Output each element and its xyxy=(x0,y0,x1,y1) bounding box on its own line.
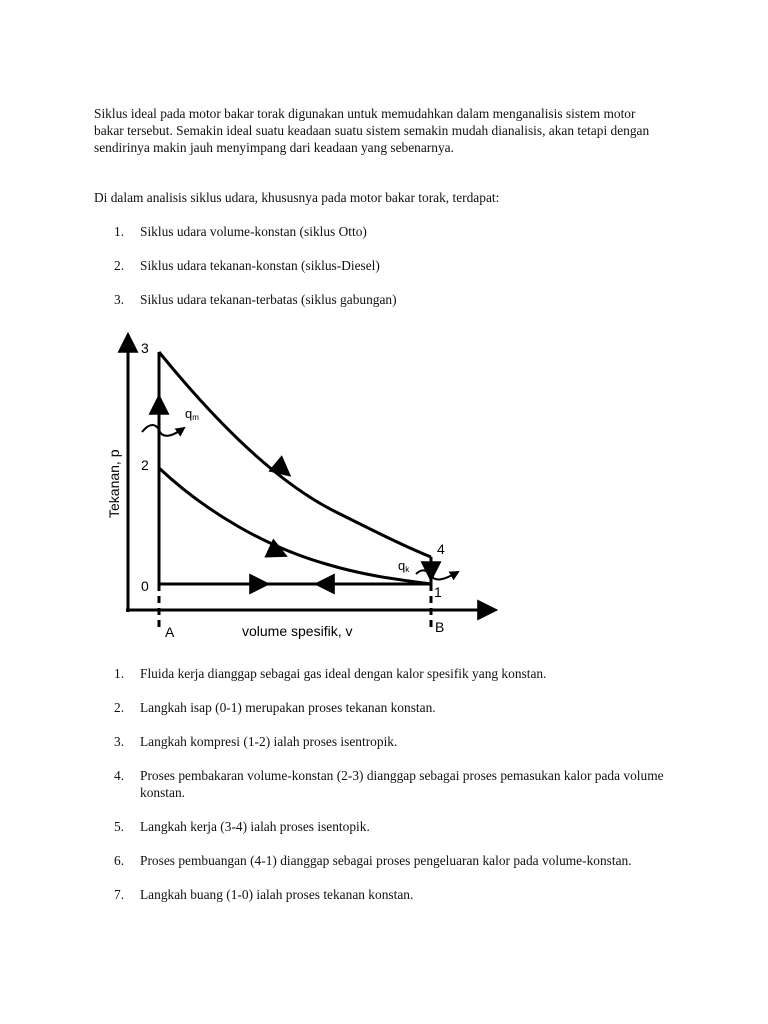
list-text: Fluida kerja dianggap sebagai gas ideal dengan kalor spesifik yang konstan. xyxy=(140,666,547,681)
y-axis-label: Tekanan, p xyxy=(106,449,122,518)
list-number: 1. xyxy=(114,666,125,681)
x-axis-label: volume spesifik, v xyxy=(242,623,353,639)
list-text: Langkah kerja (3-4) ialah proses isentopik. xyxy=(140,819,370,834)
list-item xyxy=(114,699,674,716)
list-text: Siklus udara tekanan-terbatas (siklus gabungan) xyxy=(140,292,397,307)
list-number: 2. xyxy=(114,258,125,273)
cycle-list xyxy=(114,223,674,325)
process-3-4-curve xyxy=(159,352,431,557)
intro-paragraph: Siklus ideal pada motor bakar torak digunakan untuk memudahkan dalam menganalisis sistem motor bakar tersebut. Semakin ideal suatu keadaan suatu sistem semakin mudah dianalisis, akan tetapi dengan sendirinya makin jauh menyimpang dari keadaan yang sebenarnya. xyxy=(94,106,650,155)
heat-in-arrow xyxy=(142,425,184,436)
heat-out-arrow xyxy=(416,570,458,579)
list-number: 4. xyxy=(114,768,125,783)
list-text: Siklus udara volume-konstan (siklus Otto) xyxy=(140,224,367,239)
list-number: 6. xyxy=(114,853,125,868)
point-label-1: 1 xyxy=(434,584,442,600)
pv-diagram xyxy=(96,322,506,644)
list-number: 5. xyxy=(114,819,125,834)
list-number: 1. xyxy=(114,224,125,239)
assumption-list xyxy=(114,665,674,920)
list-number: 7. xyxy=(114,887,125,902)
boundary-label-b: B xyxy=(435,619,445,635)
point-label-0: 0 xyxy=(141,578,149,594)
list-text: Proses pembakaran volume-konstan (2-3) dianggap sebagai proses pemasukan kalor pada volume konstan. xyxy=(140,768,664,800)
list-item xyxy=(114,257,674,274)
heat-out-q: q xyxy=(398,558,406,573)
list-text: Langkah isap (0-1) merupakan proses tekanan konstan. xyxy=(140,700,436,715)
list-item xyxy=(114,886,674,903)
list-text: Siklus udara tekanan-konstan (siklus-Diesel) xyxy=(140,258,380,273)
heat-in-q: q xyxy=(185,406,193,421)
heat-out-label xyxy=(398,558,410,574)
list-item xyxy=(114,223,674,240)
heat-out-sub: k xyxy=(405,565,410,574)
boundary-label-a: A xyxy=(165,624,175,640)
list-item xyxy=(114,665,674,682)
list-number: 2. xyxy=(114,700,125,715)
point-label-4: 4 xyxy=(437,541,445,557)
point-label-3: 3 xyxy=(141,340,149,356)
list-item xyxy=(114,852,674,869)
list-text: Proses pembuangan (4-1) dianggap sebagai proses pengeluaran kalor pada volume-konstan. xyxy=(140,853,632,868)
list-item xyxy=(114,291,674,308)
heat-in-label xyxy=(185,406,199,422)
list-text: Langkah buang (1-0) ialah proses tekanan konstan. xyxy=(140,887,414,902)
lead-paragraph: Di dalam analisis siklus udara, khususnya pada motor bakar torak, terdapat: xyxy=(94,190,500,205)
point-label-2: 2 xyxy=(141,457,149,473)
list-item xyxy=(114,767,674,801)
list-number: 3. xyxy=(114,734,125,749)
list-text: Langkah kompresi (1-2) ialah proses isentropik. xyxy=(140,734,398,749)
list-number: 3. xyxy=(114,292,125,307)
list-item xyxy=(114,733,674,750)
list-item xyxy=(114,818,674,835)
heat-in-sub: m xyxy=(192,413,199,422)
